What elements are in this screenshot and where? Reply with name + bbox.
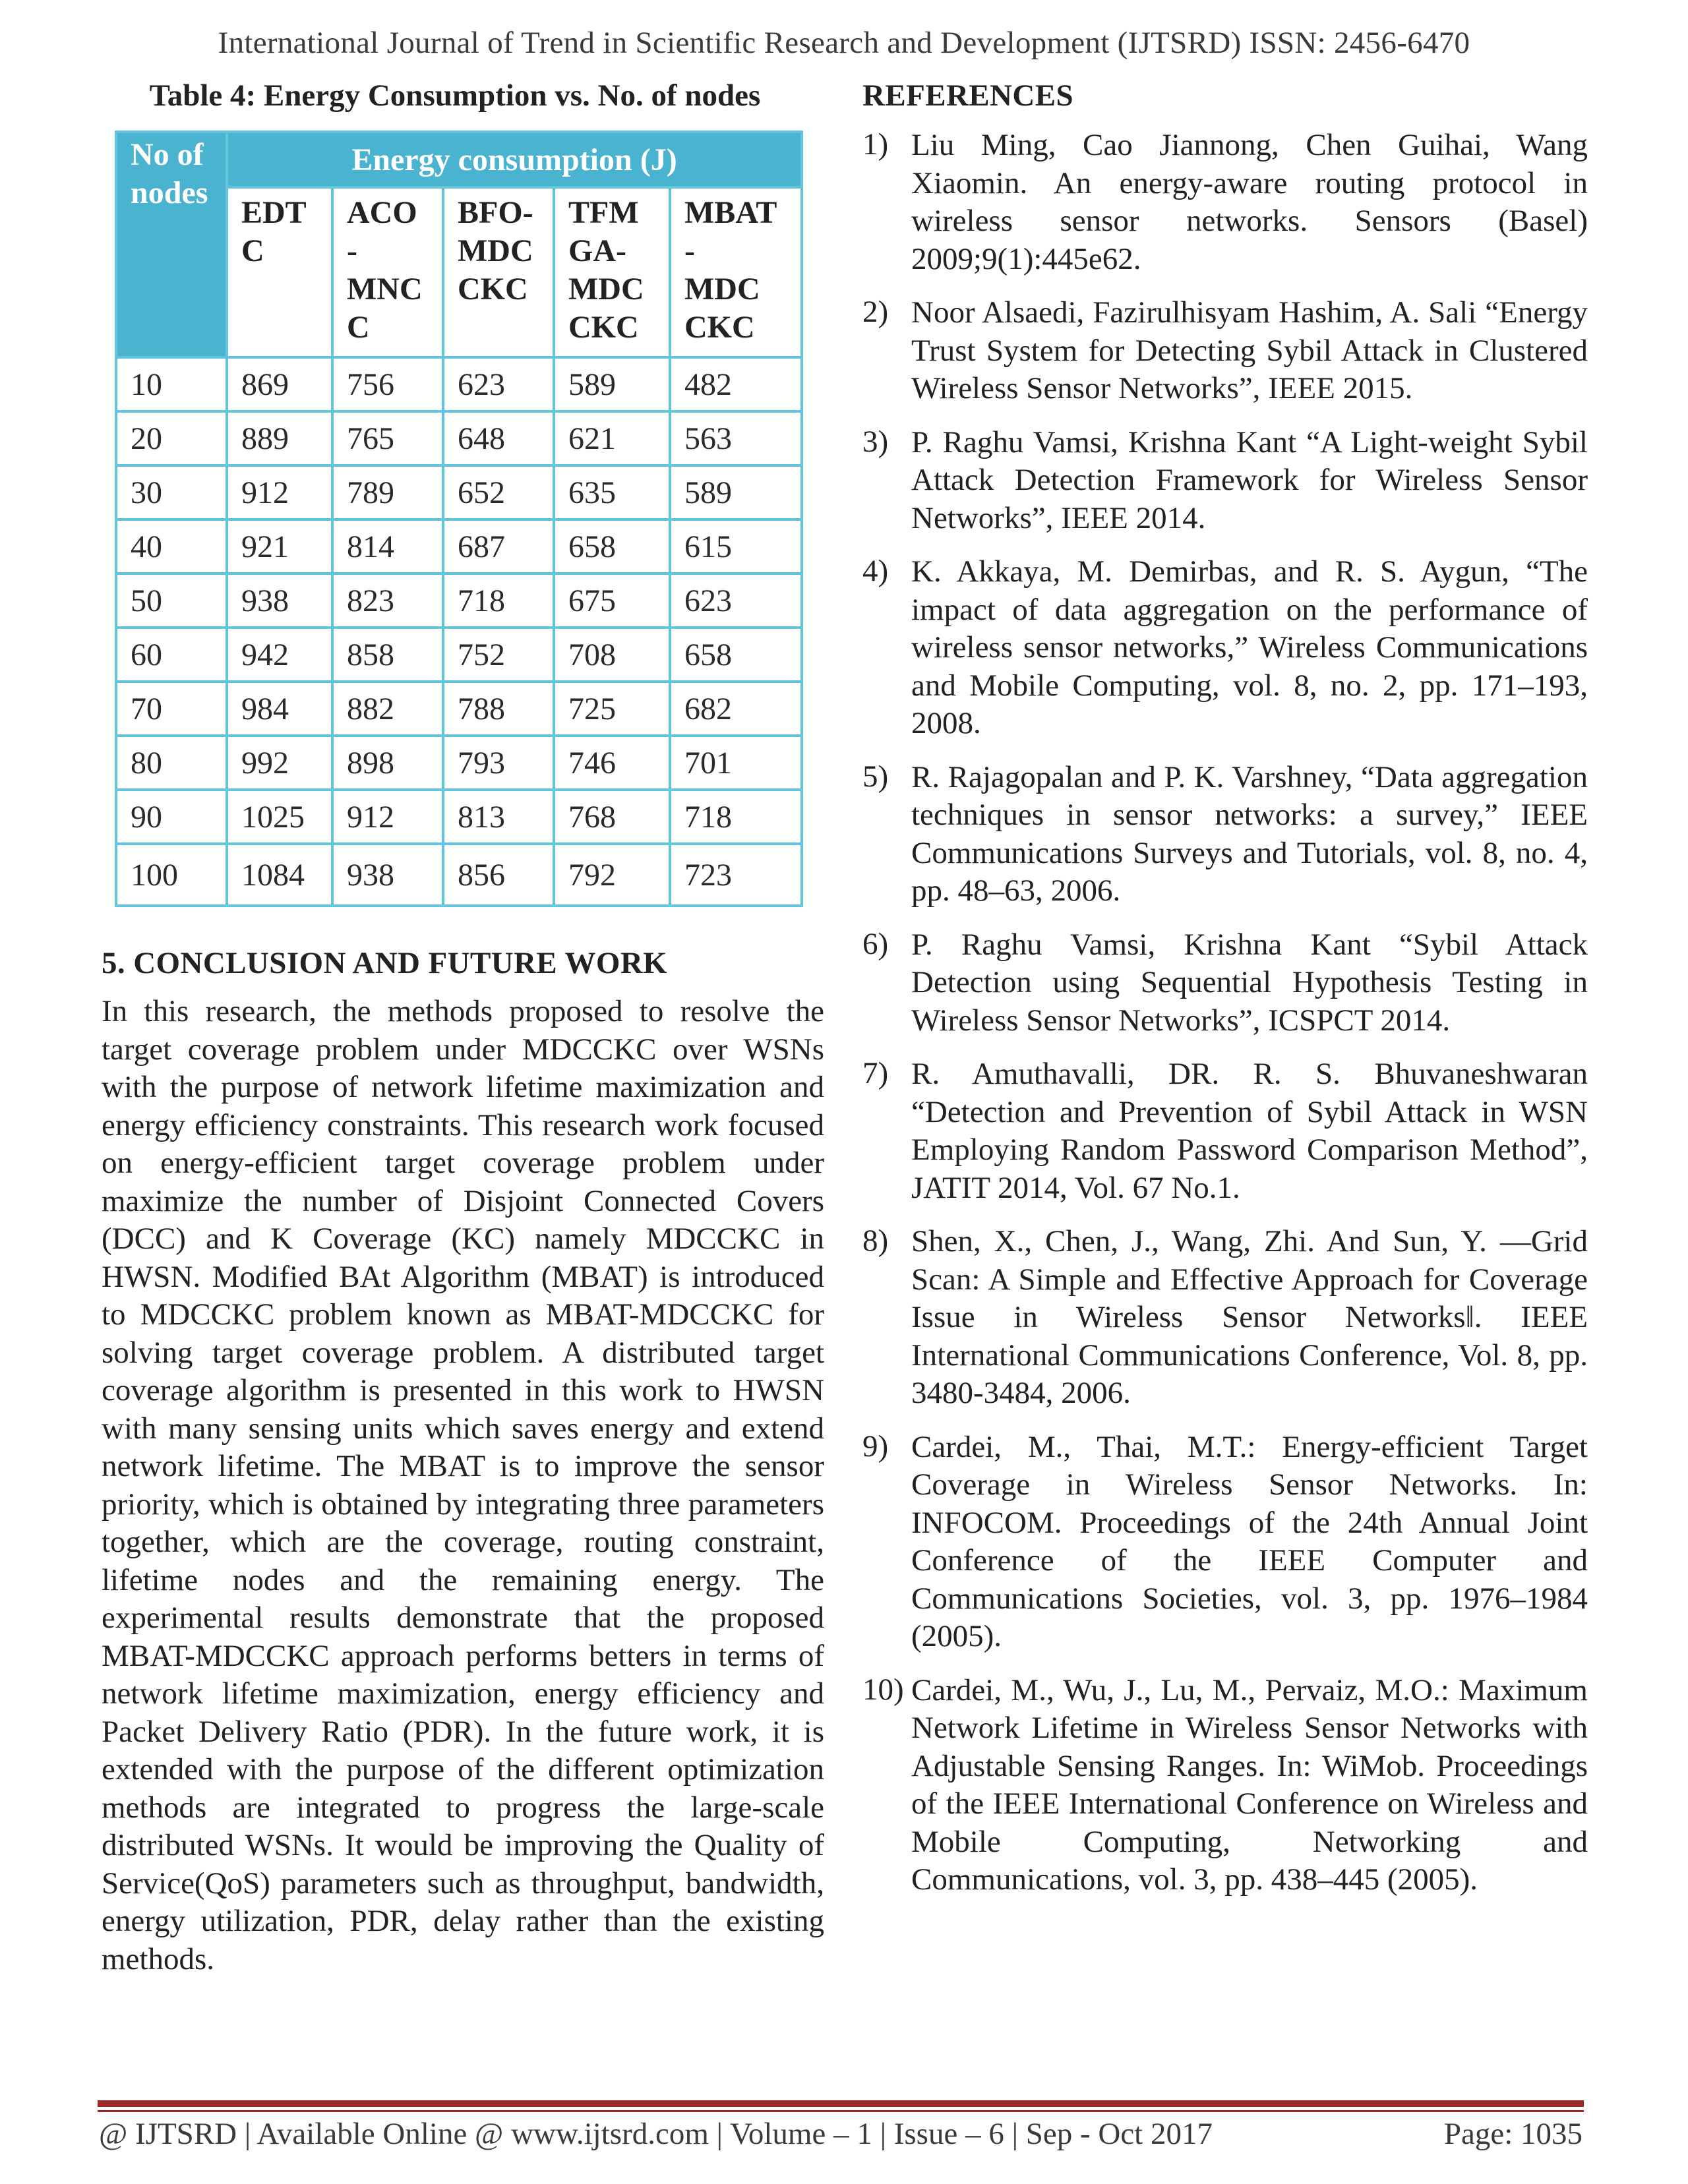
footer-rule [98, 2100, 1584, 2107]
method-header [227, 187, 332, 357]
nodes-cell: 70 [116, 682, 227, 736]
energy-cell: 623 [670, 574, 802, 628]
footer-info: @ IJTSRD | Available Online @ www.ijtsrd.com | Volume – 1 | Issue – 6 | Sep - Oct 2017 [99, 2117, 1213, 2151]
energy-cell: 788 [443, 682, 554, 736]
method-header-line: CKC [568, 310, 639, 345]
reference-item [862, 1223, 1588, 1413]
method-header-line: MDC [568, 272, 644, 307]
nodes-cell: 40 [116, 519, 227, 574]
energy-cell: 658 [554, 519, 670, 574]
reference-item [862, 553, 1588, 743]
energy-cell: 984 [227, 682, 332, 736]
energy-cell: 792 [554, 844, 670, 906]
reference-number: 9) [862, 1429, 889, 1463]
reference-item [862, 1055, 1588, 1207]
nodes-cell: 30 [116, 465, 227, 519]
method-header [554, 187, 670, 357]
energy-cell: 814 [332, 519, 443, 574]
reference-number: 3) [862, 424, 889, 459]
table-row [116, 574, 802, 628]
conclusion-title: 5. CONCLUSION AND FUTURE WORK [102, 946, 668, 980]
nodes-cell: 20 [116, 411, 227, 465]
corner-line-1: No of [131, 137, 204, 172]
nodes-cell: 100 [116, 844, 227, 906]
method-header-line: - [347, 233, 357, 268]
energy-cell: 648 [443, 411, 554, 465]
energy-cell: 912 [227, 465, 332, 519]
energy-cell: 701 [670, 736, 802, 790]
energy-cell: 635 [554, 465, 670, 519]
energy-cell: 756 [332, 357, 443, 411]
reference-text: Cardei, M., Thai, M.T.: Energy-efficient Target Coverage in Wireless Sensor Networks. In: INFOCOM. Proceedings of the 24th Annual Joint Conference of the IEEE Computer and Communications Societies, vol. 3, pp. 1976–1984 (2005). [911, 1429, 1588, 1653]
reference-item [862, 1429, 1588, 1656]
method-header [443, 187, 554, 357]
method-header-line: BFO- [458, 195, 533, 230]
table-row [116, 682, 802, 736]
energy-cell: 482 [670, 357, 802, 411]
method-header-line: CKC [458, 272, 528, 307]
reference-number: 1) [862, 127, 889, 162]
nodes-cell: 90 [116, 790, 227, 844]
energy-cell: 938 [332, 844, 443, 906]
reference-text: P. Raghu Vamsi, Krishna Kant “A Light-weight Sybil Attack Detection Framework for Wireless Sensor Networks”, IEEE 2014. [911, 425, 1588, 535]
reference-number: 2) [862, 295, 889, 329]
method-header [332, 187, 443, 357]
footer-rule-thin [98, 2110, 1584, 2112]
energy-cell: 718 [443, 574, 554, 628]
method-header-line: MNC [347, 272, 423, 307]
energy-cell: 942 [227, 628, 332, 682]
table-body [116, 357, 802, 906]
energy-cell: 621 [554, 411, 670, 465]
method-header [670, 187, 802, 357]
reference-text: P. Raghu Vamsi, Krishna Kant “Sybil Attack Detection using Sequential Hypothesis Testing in Wireless Sensor Networks”, ICSPCT 2014. [911, 927, 1588, 1038]
method-header-line: TFM [568, 195, 639, 230]
energy-cell: 675 [554, 574, 670, 628]
energy-cell: 789 [332, 465, 443, 519]
page-number: Page: 1035 [1443, 2117, 1582, 2151]
table-row [116, 790, 802, 844]
energy-table [115, 131, 803, 907]
left-column [99, 78, 824, 1978]
reference-item [862, 759, 1588, 910]
energy-cell: 858 [332, 628, 443, 682]
references-list [862, 127, 1588, 1899]
method-header-line: CKC [684, 310, 755, 345]
energy-cell: 1084 [227, 844, 332, 906]
reference-text: R. Rajagopalan and P. K. Varshney, “Data aggregation techniques in sensor networks: a survey,” IEEE Communications Surveys and Tutorials, vol. 8, no. 4, pp. 48–63, 2006. [911, 759, 1588, 908]
energy-cell: 992 [227, 736, 332, 790]
energy-cell: 793 [443, 736, 554, 790]
energy-cell: 823 [332, 574, 443, 628]
method-header-line: MDC [684, 272, 760, 307]
energy-cell: 725 [554, 682, 670, 736]
reference-text: Liu Ming, Cao Jiannong, Chen Guihai, Wang Xiaomin. An energy-aware routing protocol in wireless sensor networks. Sensors (Basel) 2009;9(1):445e62. [911, 128, 1588, 276]
nodes-cell: 60 [116, 628, 227, 682]
energy-cell: 889 [227, 411, 332, 465]
energy-cell: 623 [443, 357, 554, 411]
nodes-cell: 10 [116, 357, 227, 411]
energy-cell: 765 [332, 411, 443, 465]
energy-cell: 768 [554, 790, 670, 844]
table-row [116, 357, 802, 411]
reference-number: 10) [862, 1672, 904, 1707]
table-row [116, 844, 802, 906]
energy-cell: 615 [670, 519, 802, 574]
reference-text: R. Amuthavalli, DR. R. S. Bhuvaneshwaran “Detection and Prevention of Sybil Attack in WSN Employing Random Password Comparison Method”, JATIT 2014, Vol. 67 No.1. [911, 1057, 1588, 1205]
table-row [116, 736, 802, 790]
reference-item [862, 926, 1588, 1040]
reference-text: Cardei, M., Wu, J., Lu, M., Pervaiz, M.O.: Maximum Network Lifetime in Wireless Sensor Networks with Adjustable Sensing Ranges. In: WiMob. Proceedings of the IEEE International Conference on Wireless and Mobile Computing, Networking and Communications, vol. 3, pp. 438–445 (2005). [911, 1672, 1588, 1897]
energy-cell: 752 [443, 628, 554, 682]
energy-cell: 921 [227, 519, 332, 574]
reference-text: Shen, X., Chen, J., Wang, Zhi. And Sun, Y. ―Grid Scan: A Simple and Effective Approach for Coverage Issue in Wireless Sensor Networks‖. IEEE International Communications Conference, Vol. 8, pp. 3480-3484, 2006. [911, 1224, 1588, 1410]
method-header-line: C [347, 310, 370, 345]
method-header-line: GA- [568, 233, 626, 268]
energy-cell: 658 [670, 628, 802, 682]
energy-cell: 563 [670, 411, 802, 465]
energy-cell: 898 [332, 736, 443, 790]
energy-cell: 882 [332, 682, 443, 736]
nodes-column-header [116, 132, 227, 357]
journal-header: International Journal of Trend in Scientific Research and Development (IJTSRD) ISSN: 2456-6470 [218, 26, 1470, 60]
energy-cell: 912 [332, 790, 443, 844]
reference-text: K. Akkaya, M. Demirbas, and R. S. Aygun, “The impact of data aggregation on the performance of wireless sensor networks,” Wireless Communications and Mobile Computing, vol. 8, no. 2, pp. 171–193, 2008. [911, 554, 1588, 740]
energy-cell: 718 [670, 790, 802, 844]
reference-number: 5) [862, 759, 889, 794]
energy-cell: 869 [227, 357, 332, 411]
reference-item [862, 294, 1588, 408]
energy-cell: 589 [554, 357, 670, 411]
method-header-line: MDC [458, 233, 533, 268]
energy-cell: 687 [443, 519, 554, 574]
nodes-cell: 80 [116, 736, 227, 790]
energy-cell: 589 [670, 465, 802, 519]
energy-cell: 813 [443, 790, 554, 844]
method-header-line: C [241, 233, 264, 268]
energy-cell: 938 [227, 574, 332, 628]
energy-cell: 1025 [227, 790, 332, 844]
table-caption: Table 4: Energy Consumption vs. No. of nodes [149, 78, 761, 113]
method-header-line: ACO [347, 195, 417, 230]
energy-cell: 708 [554, 628, 670, 682]
nodes-cell: 50 [116, 574, 227, 628]
conclusion-paragraph: In this research, the methods proposed to resolve the target coverage problem under MDCCKC over WSNs with the purpose of network lifetime maximization and energy efficiency constraints. This research work focused on energy-efficient target coverage problem under maximize the number of Disjoint Connected Covers (DCC) and K Coverage (KC) namely MDCCKC in HWSN. Modified BAt Algorithm (MBAT) is introduced to MDCCKC problem known as MBAT-MDCCKC for solving target coverage problem. A distributed target coverage algorithm is presented in this work to HWSN with many sensing units which saves energy and extend network lifetime. The MBAT is to improve the sensor priority, which is obtained by integrating three parameters together, which are the coverage, routing constraint, lifetime nodes and the remaining energy. The experimental results demonstrate that the proposed MBAT-MDCCKC approach performs betters in terms of network lifetime maximization, energy efficiency and Packet Delivery Ratio (PDR). In the future work, it is extended with the purpose of the different optimization methods are integrated to progress the large-scale distributed WSNs. It would be improving the Quality of Service(QoS) parameters such as throughput, bandwidth, energy utilization, PDR, delay rather than the existing methods. [102, 994, 824, 1976]
reference-number: 4) [862, 554, 889, 588]
table-row [116, 465, 802, 519]
energy-cell: 682 [670, 682, 802, 736]
energy-cell: 746 [554, 736, 670, 790]
reference-number: 8) [862, 1224, 889, 1258]
reference-number: 6) [862, 926, 889, 961]
energy-cell: 856 [443, 844, 554, 906]
reference-text: Noor Alsaedi, Fazirulhisyam Hashim, A. Sali “Energy Trust System for Detecting Sybil Attack in Clustered Wireless Sensor Networks”, IEEE 2015. [911, 295, 1588, 405]
corner-line-2: nodes [131, 175, 208, 210]
right-column [862, 78, 1588, 1915]
method-header-line: MBAT [684, 195, 777, 230]
reference-item [862, 424, 1588, 538]
table-row [116, 519, 802, 574]
energy-cell: 723 [670, 844, 802, 906]
reference-item [862, 127, 1588, 278]
reference-item [862, 1672, 1588, 1899]
reference-number: 7) [862, 1056, 889, 1090]
energy-group-header: Energy consumption (J) [227, 132, 802, 187]
energy-cell: 652 [443, 465, 554, 519]
method-header-line: - [684, 233, 695, 268]
method-header-line: EDT [241, 195, 307, 230]
references-title: REFERENCES [862, 78, 1074, 113]
table-row [116, 628, 802, 682]
page-footer [99, 2116, 1582, 2156]
table-row [116, 411, 802, 465]
